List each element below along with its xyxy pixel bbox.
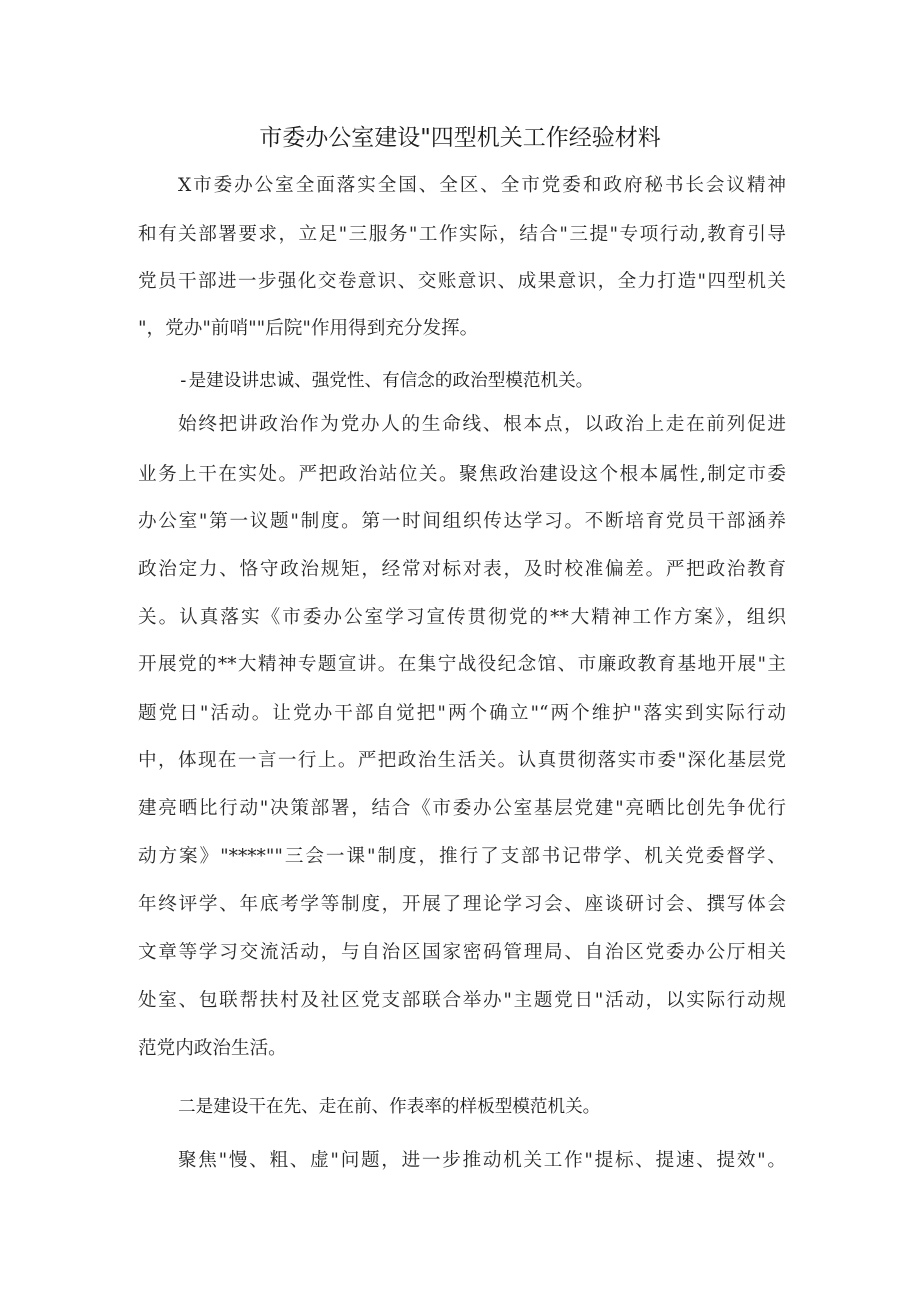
paragraph-line: "，党办"前哨""后院"作用得到充分发挥。 — [138, 318, 479, 339]
paragraph-line: 始终把讲政治作为党办人的生命线、根本点，以政治上走在前列促进 — [178, 414, 786, 435]
section-heading: -是建设讲忠诚、强党性、有信念的政治型模范机关。 — [178, 371, 594, 391]
paragraph-line: 文章等学习交流活动，与自治区国家密码管理局、自治区党委办公厅相关 — [138, 942, 786, 963]
paragraph-line: 办公室"第一议题"制度。第一时间组织传达学习。不断培育党员干部涵养 — [138, 511, 786, 532]
document-title: 市委办公室建设"四型机关工作经验材料 — [259, 125, 661, 151]
section-heading: 二是建设干在先、走在前、作表率的样板型模范机关。 — [178, 1097, 601, 1117]
paragraph-line: 开展党的**大精神专题宣讲。在集宁战役纪念馆、市廉政教育基地开展"主 — [138, 654, 786, 675]
paragraph-line: 聚焦"慢、粗、虚"问题，进一步推动机关工作"提标、提速、提效"。 — [178, 1150, 786, 1171]
paragraph-line: X市委办公室全面落实全国、全区、全市党委和政府秘书长会议精神 — [178, 175, 786, 196]
paragraph-line: 处室、包联帮扶村及社区党支部联合举办"主题党日"活动，以实际行动规 — [138, 990, 786, 1011]
paragraph-line: 和有关部署要求，立足"三服务"工作实际，结合"三提"专项行动,教育引导 — [138, 224, 786, 245]
paragraph-line: 政治定力、恪守政治规矩，经常对标对表，及时校准偏差。严把政治教育 — [138, 559, 786, 580]
paragraph-line: 党员干部进一步强化交卷意识、交账意识、成果意识，全力打造"四型机关 — [138, 271, 786, 292]
paragraph-line: 建亮晒比行动"决策部署，结合《市委办公室基层党建"亮晒比创先争优行 — [138, 798, 786, 819]
paragraph-line: 动方案》"****""三会一课"制度，推行了支部书记带学、机关党委督学、 — [138, 846, 786, 867]
paragraph-line: 题党日"活动。让党办干部自觉把"两个确立"“两个维护"落实到实际行动 — [138, 703, 786, 724]
paragraph-line: 业务上干在实处。严把政治站位关。聚焦政治建设这个根本属性,制定市委 — [138, 464, 786, 485]
paragraph-line: 中，体现在一言一行上。严把政治生活关。认真贯彻落实市委"深化基层党 — [138, 750, 786, 771]
paragraph-line: 年终评学、年底考学等制度，开展了理论学习会、座谈研讨会、撰写体会 — [138, 894, 786, 915]
paragraph-line: 关。认真落实《市委办公室学习宣传贯彻党的**大精神工作方案》，组织 — [138, 607, 786, 628]
paragraph-line: 范党内政治生活。 — [138, 1038, 287, 1059]
